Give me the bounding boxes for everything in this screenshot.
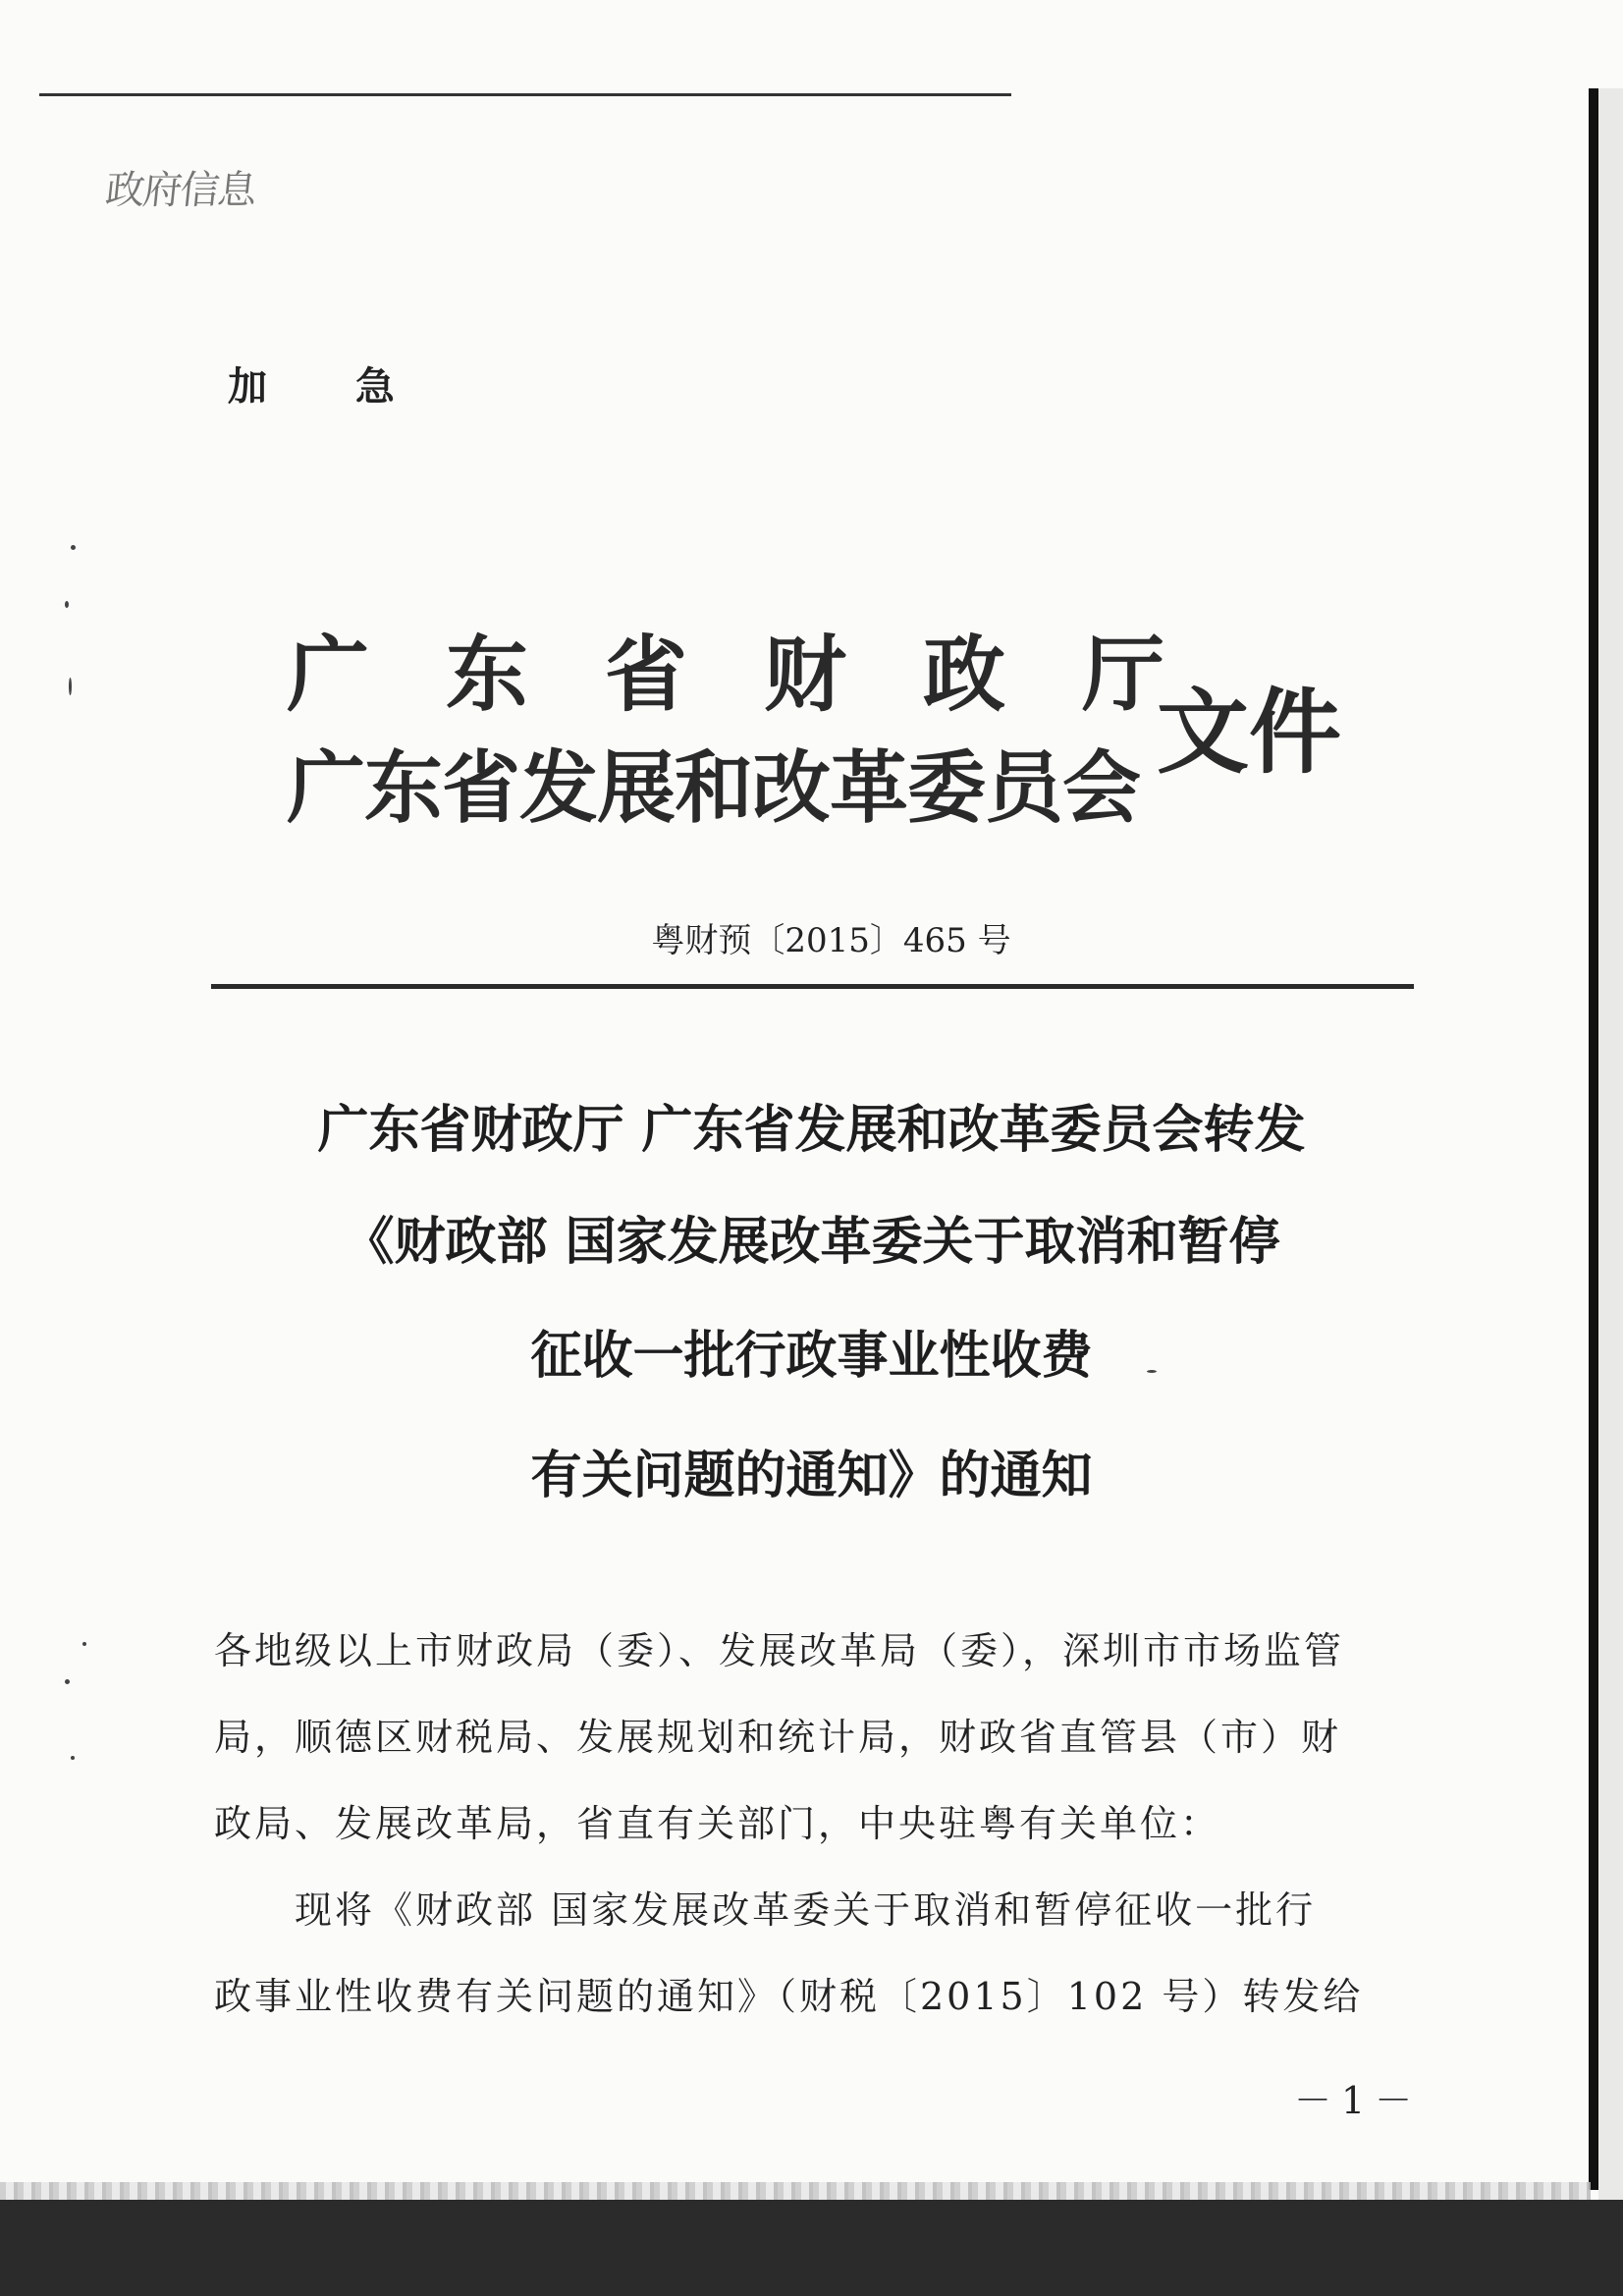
scan-bottom-noise	[0, 2182, 1591, 2200]
page-number: －1－	[1294, 2079, 1423, 2122]
document-title-line-3: 征收一批行政事业性收费	[530, 1327, 1093, 1386]
issuer-finance-department: 广东省财政厅	[287, 626, 1242, 723]
top-border-rule	[39, 93, 1011, 96]
urgency-label: 加 急	[228, 364, 432, 410]
scan-speck	[69, 678, 72, 695]
scan-speck	[65, 601, 69, 608]
body-text-line: 政局、发展改革局，省直有关部门，中央驻粤有关单位：	[214, 1802, 1221, 1845]
scan-speck	[71, 1756, 75, 1760]
body-text-line: 政事业性收费有关问题的通知》（财税〔2015〕102 号）转发给	[214, 1975, 1364, 2018]
document-title-line-1: 广东省财政厅 广东省发展和改革委员会转发	[317, 1101, 1306, 1160]
body-text-line: 现将《财政部 国家发展改革委关于取消和暂停征收一批行	[295, 1888, 1317, 1932]
scan-bottom-shadow	[0, 2200, 1623, 2296]
document-number: 粤财预〔2015〕465 号	[651, 921, 1011, 960]
document-title-line-4: 有关问题的通知》的通知	[530, 1447, 1093, 1505]
body-text-line: 各地级以上市财政局（委）、发展改革局（委），深圳市市场监管	[214, 1629, 1345, 1672]
body-text-line: 局，顺德区财税局、发展规划和统计局，财政省直管县（市）财	[214, 1716, 1342, 1759]
scan-speck	[71, 545, 76, 550]
scan-speck	[82, 1642, 86, 1646]
scan-speck	[65, 1679, 70, 1684]
issuer-development-reform-commission: 广东省发展和改革委员会	[287, 741, 1140, 834]
info-disclosure-stamp: 政府信息	[103, 168, 258, 213]
document-suffix: 文件	[1157, 679, 1342, 787]
header-divider	[211, 984, 1414, 989]
scan-speck	[1147, 1370, 1157, 1373]
scan-edge-margin	[1598, 88, 1623, 2296]
document-title-line-2: 《财政部 国家发展改革委关于取消和暂停	[343, 1213, 1280, 1272]
